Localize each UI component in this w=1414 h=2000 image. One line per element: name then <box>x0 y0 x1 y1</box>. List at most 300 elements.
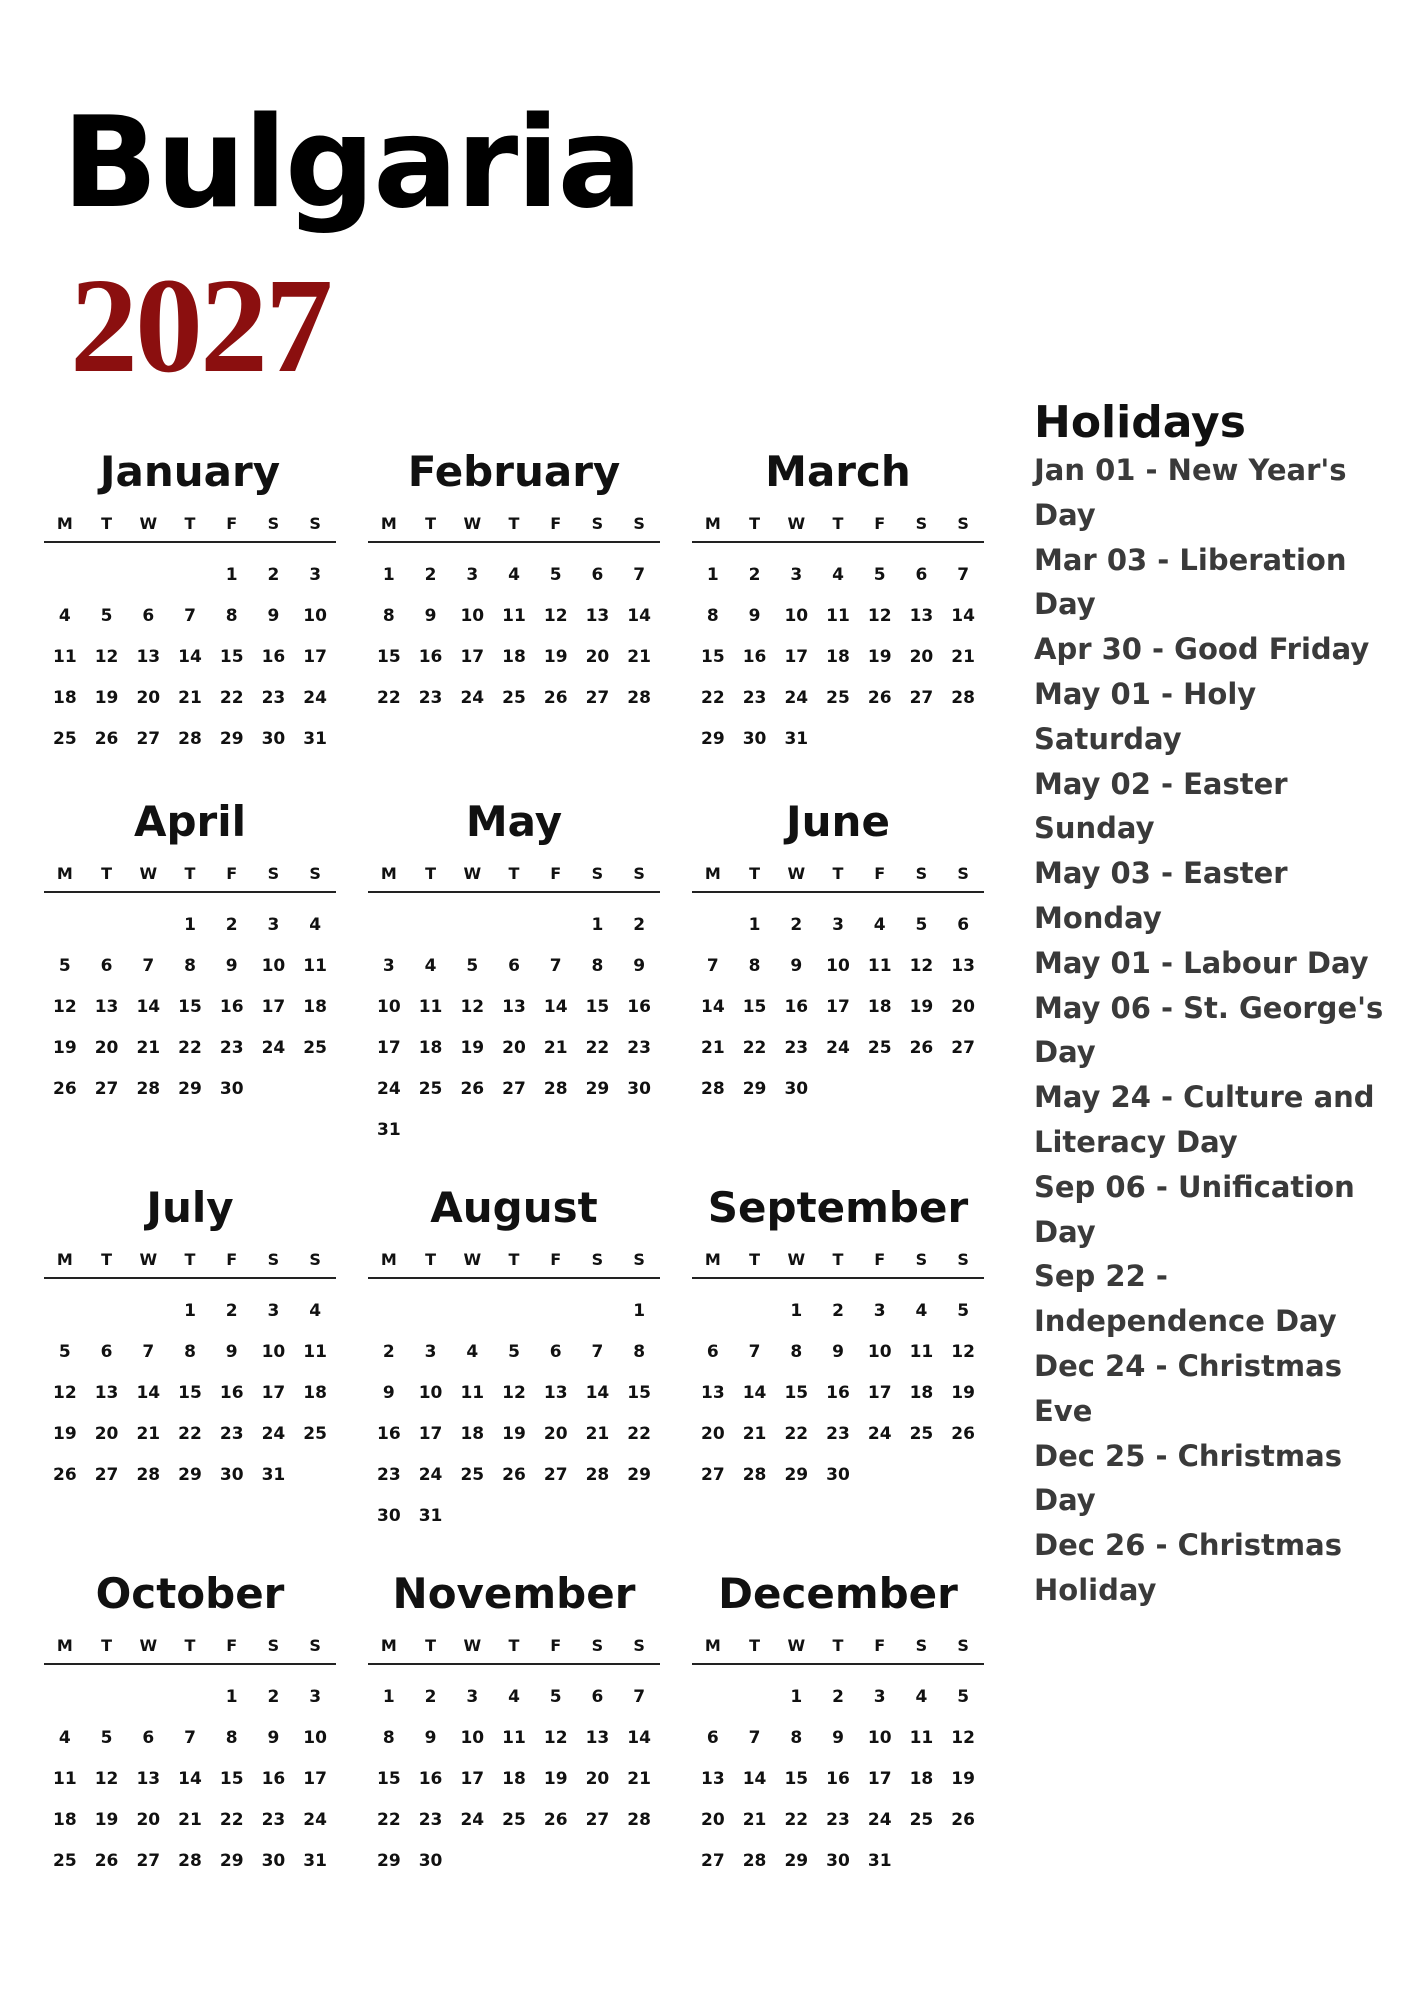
day-cell: 21 <box>951 647 975 667</box>
day-cell: 8 <box>184 956 196 976</box>
day-cell: 5 <box>58 1342 71 1362</box>
day-cell: 17 <box>867 1383 892 1403</box>
day-cell: 22 <box>178 1038 202 1058</box>
day-cell: 13 <box>951 956 975 976</box>
weekday-label: W <box>139 864 158 883</box>
country-title: Bulgaria <box>62 89 641 236</box>
day-cell: 13 <box>701 1769 725 1789</box>
day-cell: 25 <box>303 1424 327 1444</box>
weekday-label: T <box>508 864 520 883</box>
day-cell: 15 <box>742 997 767 1017</box>
day-cell: 20 <box>909 647 934 667</box>
day-cell: 15 <box>701 647 725 667</box>
weekday-label: S <box>267 514 280 533</box>
day-cell: 4 <box>58 1728 71 1748</box>
day-cell: 3 <box>873 1687 886 1707</box>
day-cell: 8 <box>184 1342 196 1362</box>
day-cell: 23 <box>219 1424 244 1444</box>
day-cell: 30 <box>784 1079 809 1099</box>
day-cell: 5 <box>58 956 71 976</box>
day-cell: 2 <box>424 565 437 585</box>
day-cell: 10 <box>418 1383 443 1403</box>
day-cell: 2 <box>424 1687 437 1707</box>
day-cell: 5 <box>915 915 928 935</box>
year-title: 2027 <box>70 251 330 401</box>
day-cell: 10 <box>784 606 809 626</box>
day-cell: 6 <box>508 956 520 976</box>
day-cell: 8 <box>382 606 395 626</box>
day-cell: 28 <box>701 1079 725 1099</box>
weekday-label: W <box>139 1250 158 1269</box>
day-cell: 18 <box>303 1383 327 1403</box>
day-cell: 19 <box>951 1383 975 1403</box>
day-cell: 14 <box>742 1769 767 1789</box>
day-grid <box>692 905 984 1110</box>
weekday-label: W <box>139 514 158 533</box>
day-cell: 31 <box>784 729 809 749</box>
weekday-header <box>368 514 660 543</box>
empty-cell <box>410 905 452 946</box>
day-cell: 1 <box>225 1687 238 1707</box>
day-cell: 26 <box>53 1465 77 1485</box>
day-cell: 15 <box>784 1769 809 1789</box>
day-cell: 8 <box>225 1728 238 1748</box>
day-cell: 12 <box>460 997 485 1017</box>
day-cell: 6 <box>100 956 113 976</box>
empty-cell <box>493 1291 535 1332</box>
day-cell: 15 <box>627 1383 651 1403</box>
weekday-label: T <box>184 1250 196 1269</box>
month-name: July <box>146 1183 234 1232</box>
weekday-label: S <box>591 1636 604 1655</box>
day-cell: 16 <box>377 1424 401 1444</box>
weekday-header <box>692 1250 984 1279</box>
day-cell: 6 <box>142 1728 155 1748</box>
day-cell: 24 <box>303 688 327 708</box>
day-cell: 7 <box>633 1687 646 1707</box>
day-cell: 17 <box>303 647 327 667</box>
day-cell: 14 <box>136 997 161 1017</box>
day-cell: 30 <box>826 1465 850 1485</box>
day-cell: 19 <box>867 647 892 667</box>
month-october <box>44 1570 336 1882</box>
day-cell: 11 <box>53 1769 77 1789</box>
day-cell: 13 <box>94 1383 119 1403</box>
empty-cell <box>44 905 86 946</box>
day-cell: 10 <box>377 997 401 1017</box>
day-cell: 15 <box>585 997 610 1017</box>
day-cell: 12 <box>543 1728 568 1748</box>
day-cell: 25 <box>826 688 850 708</box>
day-cell: 11 <box>460 1383 485 1403</box>
day-cell: 25 <box>303 1038 327 1058</box>
day-cell: 14 <box>627 1728 651 1748</box>
day-cell: 4 <box>309 915 322 935</box>
day-cell: 15 <box>784 1383 809 1403</box>
day-cell: 22 <box>701 688 725 708</box>
day-cell: 30 <box>261 1851 286 1871</box>
empty-cell <box>451 905 493 946</box>
month-name: February <box>407 447 621 496</box>
day-cell: 27 <box>94 1465 119 1485</box>
day-cell: 11 <box>502 606 526 626</box>
day-cell: 21 <box>627 647 651 667</box>
empty-cell <box>44 1291 86 1332</box>
weekday-label: T <box>184 864 196 883</box>
day-cell: 4 <box>915 1687 928 1707</box>
day-cell: 3 <box>382 956 395 976</box>
day-cell: 6 <box>549 1342 562 1362</box>
day-cell: 19 <box>951 1769 975 1789</box>
day-cell: 9 <box>832 1342 844 1362</box>
day-cell: 3 <box>832 915 844 935</box>
day-cell: 16 <box>219 997 244 1017</box>
weekday-label: T <box>749 1250 761 1269</box>
day-cell: 22 <box>219 1810 244 1830</box>
weekday-label: T <box>508 1250 520 1269</box>
day-cell: 2 <box>225 1301 238 1321</box>
day-cell: 19 <box>53 1424 77 1444</box>
day-cell: 26 <box>951 1810 975 1830</box>
month-name: January <box>99 447 281 496</box>
weekday-label: W <box>463 1250 482 1269</box>
day-cell: 16 <box>627 997 651 1017</box>
empty-cell <box>86 1291 128 1332</box>
day-cell: 19 <box>909 997 934 1017</box>
weekday-label: M <box>704 1636 721 1655</box>
day-cell: 27 <box>701 1465 725 1485</box>
month-name: May <box>465 797 563 846</box>
weekday-label: M <box>56 1636 73 1655</box>
day-cell: 3 <box>466 565 479 585</box>
day-cell: 6 <box>706 1728 719 1748</box>
day-cell: 13 <box>543 1383 568 1403</box>
month-name: October <box>95 1569 285 1618</box>
day-cell: 30 <box>377 1506 401 1526</box>
day-cell: 4 <box>58 606 71 626</box>
day-cell: 4 <box>466 1342 479 1362</box>
holiday-item: May 24 - Culture and Literacy Day <box>1034 1080 1375 1159</box>
holiday-item: Sep 22 - Independence Day <box>1034 1259 1337 1339</box>
day-cell: 16 <box>826 1769 850 1789</box>
day-cell: 28 <box>742 1465 767 1485</box>
day-cell: 22 <box>585 1038 610 1058</box>
empty-cell <box>734 1677 776 1718</box>
day-grid <box>44 1291 336 1496</box>
day-cell: 6 <box>591 565 604 585</box>
day-cell: 11 <box>826 606 850 626</box>
weekday-label: W <box>463 1636 482 1655</box>
day-cell: 1 <box>748 915 761 935</box>
weekday-header <box>692 514 984 543</box>
day-cell: 25 <box>502 1810 526 1830</box>
day-cell: 2 <box>225 915 238 935</box>
day-cell: 2 <box>267 1687 280 1707</box>
day-cell: 18 <box>909 1383 934 1403</box>
day-cell: 22 <box>627 1424 651 1444</box>
day-cell: 15 <box>377 647 401 667</box>
weekday-label: M <box>704 864 721 883</box>
day-cell: 20 <box>94 1038 119 1058</box>
weekday-label: F <box>874 1636 886 1655</box>
day-grid <box>368 1291 660 1537</box>
day-cell: 9 <box>748 606 761 626</box>
day-cell: 30 <box>418 1851 443 1871</box>
day-cell: 17 <box>784 647 809 667</box>
month-june <box>692 798 984 1110</box>
day-cell: 23 <box>826 1424 850 1444</box>
day-cell: 29 <box>585 1079 610 1099</box>
day-cell: 22 <box>377 1810 401 1830</box>
holiday-item: May 01 - Labour Day <box>1034 945 1369 980</box>
day-cell: 27 <box>585 688 610 708</box>
day-cell: 16 <box>418 1769 443 1789</box>
weekday-header <box>692 1636 984 1665</box>
weekday-label: W <box>787 1250 806 1269</box>
day-cell: 24 <box>826 1038 850 1058</box>
day-cell: 19 <box>543 647 568 667</box>
day-cell: 18 <box>53 688 77 708</box>
day-cell: 14 <box>742 1383 767 1403</box>
weekday-header <box>44 1250 336 1279</box>
weekday-label: S <box>957 514 969 533</box>
day-cell: 7 <box>549 956 562 976</box>
day-cell: 20 <box>701 1810 725 1830</box>
month-february <box>368 448 660 719</box>
weekday-label: S <box>267 864 280 883</box>
weekday-label: M <box>56 864 73 883</box>
holiday-item: May 01 - Holy Saturday <box>1034 676 1257 756</box>
weekday-label: T <box>832 1636 844 1655</box>
holiday-item: Apr 30 - Good Friday <box>1034 632 1370 667</box>
day-cell: 1 <box>790 1687 803 1707</box>
day-cell: 24 <box>303 1810 327 1830</box>
day-cell: 28 <box>178 1851 202 1871</box>
day-cell: 27 <box>136 729 161 749</box>
day-cell: 17 <box>303 1769 327 1789</box>
day-cell: 21 <box>742 1810 767 1830</box>
day-cell: 17 <box>867 1769 892 1789</box>
day-cell: 5 <box>873 565 886 585</box>
weekday-label: W <box>139 1636 158 1655</box>
holiday-item: Dec 24 - Christmas Eve <box>1034 1348 1342 1428</box>
day-cell: 26 <box>53 1079 77 1099</box>
weekday-label: T <box>749 864 761 883</box>
day-cell: 3 <box>466 1687 479 1707</box>
day-cell: 24 <box>261 1038 286 1058</box>
day-cell: 7 <box>748 1728 761 1748</box>
day-cell: 26 <box>951 1424 975 1444</box>
weekday-label: W <box>787 514 806 533</box>
weekday-label: T <box>184 514 196 533</box>
day-cell: 24 <box>867 1810 892 1830</box>
day-cell: 31 <box>418 1506 443 1526</box>
day-cell: 23 <box>627 1038 651 1058</box>
day-cell: 23 <box>418 1810 443 1830</box>
month-april <box>44 798 336 1110</box>
day-cell: 18 <box>502 647 526 667</box>
empty-cell <box>451 1291 493 1332</box>
day-cell: 20 <box>94 1424 119 1444</box>
day-cell: 27 <box>136 1851 161 1871</box>
day-cell: 13 <box>136 1769 161 1789</box>
day-cell: 19 <box>460 1038 485 1058</box>
day-cell: 5 <box>549 1687 562 1707</box>
day-cell: 19 <box>543 1769 568 1789</box>
day-cell: 26 <box>94 1851 119 1871</box>
day-cell: 6 <box>591 1687 604 1707</box>
day-cell: 30 <box>219 1079 244 1099</box>
day-cell: 14 <box>951 606 975 626</box>
empty-cell <box>44 1677 86 1718</box>
day-cell: 12 <box>543 606 568 626</box>
weekday-label: F <box>874 864 886 883</box>
day-cell: 12 <box>951 1728 975 1748</box>
day-cell: 7 <box>706 956 719 976</box>
day-cell: 3 <box>267 1301 280 1321</box>
weekday-label: S <box>309 864 321 883</box>
weekday-label: T <box>101 1250 113 1269</box>
day-cell: 11 <box>418 997 443 1017</box>
day-cell: 13 <box>909 606 934 626</box>
weekday-label: S <box>915 864 928 883</box>
day-cell: 28 <box>178 729 202 749</box>
day-cell: 10 <box>460 1728 485 1748</box>
day-cell: 21 <box>543 1038 568 1058</box>
day-cell: 7 <box>591 1342 604 1362</box>
weekday-header <box>44 1636 336 1665</box>
month-march <box>692 448 984 760</box>
day-cell: 23 <box>742 688 767 708</box>
day-cell: 9 <box>382 1383 395 1403</box>
month-name: December <box>718 1569 958 1618</box>
day-cell: 29 <box>377 1851 401 1871</box>
day-grid <box>692 1677 984 1882</box>
day-cell: 8 <box>591 956 604 976</box>
day-cell: 3 <box>424 1342 437 1362</box>
day-cell: 26 <box>543 1810 568 1830</box>
day-cell: 7 <box>957 565 970 585</box>
day-cell: 4 <box>424 956 437 976</box>
day-cell: 31 <box>377 1120 401 1140</box>
day-cell: 16 <box>261 647 286 667</box>
day-cell: 6 <box>915 565 928 585</box>
weekday-label: F <box>226 864 238 883</box>
holiday-item: Sep 06 - Unification Day <box>1034 1169 1355 1249</box>
day-cell: 29 <box>219 1851 244 1871</box>
day-cell: 28 <box>543 1079 568 1099</box>
day-cell: 27 <box>951 1038 975 1058</box>
month-name: September <box>707 1183 969 1232</box>
day-cell: 27 <box>585 1810 610 1830</box>
day-cell: 2 <box>382 1342 395 1362</box>
empty-cell <box>535 905 577 946</box>
day-cell: 2 <box>832 1301 844 1321</box>
month-november <box>368 1570 660 1882</box>
month-may <box>368 798 660 1151</box>
day-cell: 19 <box>94 688 119 708</box>
day-cell: 12 <box>909 956 934 976</box>
day-cell: 14 <box>178 1769 202 1789</box>
day-cell: 30 <box>742 729 767 749</box>
day-cell: 14 <box>701 997 725 1017</box>
day-cell: 18 <box>826 647 850 667</box>
day-cell: 27 <box>94 1079 119 1099</box>
day-cell: 25 <box>909 1810 934 1830</box>
day-cell: 3 <box>790 565 803 585</box>
weekday-label: S <box>309 1250 321 1269</box>
day-cell: 1 <box>382 565 395 585</box>
day-cell: 27 <box>909 688 934 708</box>
weekday-header <box>368 1250 660 1279</box>
day-cell: 22 <box>219 688 244 708</box>
day-cell: 9 <box>832 1728 844 1748</box>
day-cell: 6 <box>957 915 970 935</box>
day-grid <box>44 905 336 1110</box>
day-cell: 5 <box>508 1342 520 1362</box>
day-cell: 23 <box>418 688 443 708</box>
day-cell: 11 <box>909 1342 934 1362</box>
day-cell: 16 <box>219 1383 244 1403</box>
day-cell: 22 <box>178 1424 202 1444</box>
empty-cell <box>44 555 86 596</box>
holiday-item: May 06 - St. George's Day <box>1034 990 1384 1070</box>
day-cell: 9 <box>790 956 803 976</box>
day-cell: 30 <box>219 1465 244 1485</box>
weekday-header <box>368 864 660 893</box>
holiday-item: Mar 03 - Liberation Day <box>1034 542 1347 622</box>
day-cell: 1 <box>225 565 238 585</box>
day-cell: 31 <box>867 1851 892 1871</box>
day-cell: 6 <box>142 606 155 626</box>
weekday-label: T <box>101 1636 113 1655</box>
day-cell: 26 <box>460 1079 485 1099</box>
weekday-label: T <box>425 514 437 533</box>
weekday-label: T <box>101 514 113 533</box>
day-cell: 29 <box>742 1079 767 1099</box>
weekday-header <box>44 864 336 893</box>
day-cell: 5 <box>100 606 113 626</box>
day-cell: 31 <box>303 729 327 749</box>
weekday-label: S <box>915 1250 928 1269</box>
day-cell: 15 <box>178 997 202 1017</box>
weekday-label: S <box>633 864 645 883</box>
month-july <box>44 1184 336 1496</box>
day-cell: 23 <box>784 1038 809 1058</box>
day-cell: 4 <box>508 1687 520 1707</box>
weekday-label: F <box>226 1250 238 1269</box>
weekday-label: S <box>633 1250 645 1269</box>
day-cell: 13 <box>136 647 161 667</box>
day-cell: 29 <box>178 1465 202 1485</box>
month-september <box>692 1184 984 1496</box>
weekday-label: M <box>380 1636 397 1655</box>
weekday-header <box>44 514 336 543</box>
day-cell: 10 <box>303 1728 327 1748</box>
weekday-label: T <box>832 864 844 883</box>
day-cell: 5 <box>957 1687 970 1707</box>
weekday-label: T <box>101 864 113 883</box>
day-cell: 8 <box>633 1342 646 1362</box>
day-cell: 23 <box>261 1810 286 1830</box>
day-cell: 12 <box>53 997 77 1017</box>
day-cell: 22 <box>377 688 401 708</box>
day-cell: 8 <box>382 1728 395 1748</box>
holiday-item: Dec 25 - Christmas Day <box>1034 1438 1342 1518</box>
day-cell: 4 <box>309 1301 322 1321</box>
holiday-item: Jan 01 - New Year's Day <box>1034 453 1347 532</box>
day-cell: 26 <box>909 1038 934 1058</box>
